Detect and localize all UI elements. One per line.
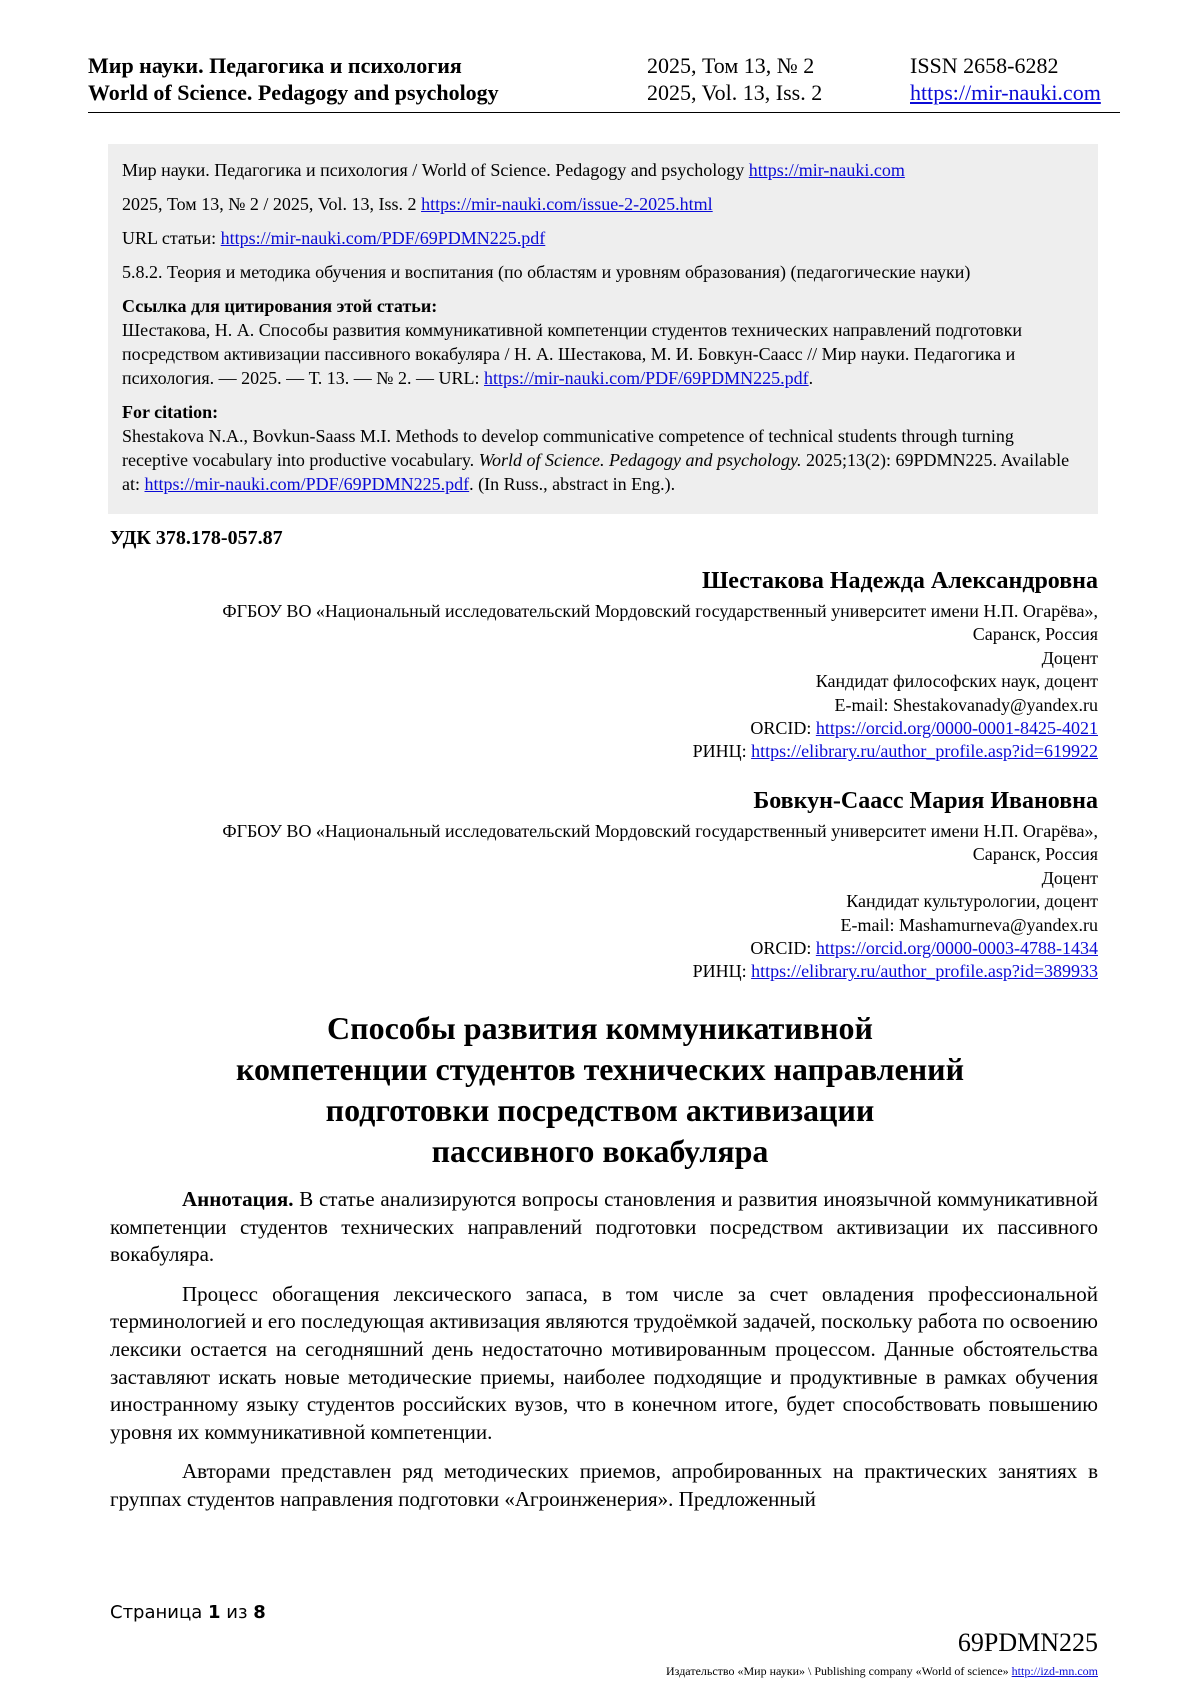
rinc-link[interactable]: https://elibrary.ru/author_profile.asp?id=619922 [751, 741, 1098, 762]
author-degree: Кандидат культурологии, доцент [846, 891, 1098, 912]
citation-en-text1: Shestakova N.A., Bovkun-Saass M.I. Methods to develop communicative competence of technical students through turning receptive vocabulary into productive vocabulary. [122, 426, 1014, 470]
author-affiliation: ФГБОУ ВО «Национальный исследовательский Мордовский государственный университет имени Н.П. Огарёва», [222, 601, 1098, 621]
citation-ru [122, 294, 1084, 390]
journal-title-en: World of Science. Pedagogy and psychology [88, 80, 499, 105]
issue-en: 2025, Vol. 13, Iss. 2 [647, 80, 823, 105]
abstract-p1-text: В статье анализируются вопросы становления и развития иноязычной коммуникативной компетенции студентов технических направлений подготовки посредством активизации их пассивного вокабуляра. [110, 1187, 1099, 1267]
abstract-paragraph-1 [110, 1186, 1098, 1269]
article-code: 69PDMN225 [957, 1628, 1098, 1657]
author-city: Саранск, Россия [972, 624, 1098, 645]
author-email: E-mail: Mashamurneva@yandex.ru [840, 914, 1098, 935]
citation-ru-end: . [808, 368, 814, 388]
author-orcid [98, 937, 1098, 960]
journal-header [88, 52, 1120, 113]
info-article-url-line [122, 226, 1084, 250]
header-issn-site [910, 52, 1101, 106]
citation-en [122, 400, 1084, 496]
page-of: из [226, 1602, 248, 1623]
info-journal-link[interactable]: https://mir-nauki.com [748, 160, 905, 180]
page-total: 8 [253, 1602, 266, 1623]
page-number [110, 1602, 266, 1623]
author-block-1 [98, 566, 1098, 764]
info-specialty: 5.8.2. Теория и методика обучения и воспитания (по областям и уровням образования) (педагогические науки) [122, 262, 971, 282]
info-journal-line [122, 158, 1084, 182]
author-rinc [98, 960, 1098, 983]
abstract-paragraph-2: Процесс обогащения лексического запаса, в том числе за счет овладения профессиональной терминологией и его последующая активизация являются трудоёмкой задачей, поскольку работа по освоению лексики остается на сегодняшний день недостаточно мотивированным процессом. Данные обстоятельства заставляют искать новые методические приемы, наиболее подходящие и продуктивные в рамках обучения иностранному языку студентов российских вузов, что в конечном итоге, будет способствовать повышению уровня их коммуникативной компетенции. [110, 1281, 1098, 1444]
abstract-paragraph-3: Авторами представлен ряд методических приемов, апробированных на практических занятиях в группах студентов направления подготовки «Агроинженерия». Предложенный [110, 1459, 1098, 1511]
journal-site-link[interactable]: https://mir-nauki.com [910, 80, 1101, 105]
author-rinc [98, 740, 1098, 763]
citation-en-end: . (In Russ., abstract in Eng.). [469, 474, 676, 494]
title-line-4: пассивного вокабуляра [431, 1133, 769, 1169]
citation-ru-text: Шестакова, Н. А. Способы развития коммуникативной компетенции студентов технических направлений подготовки посредством активизации пассивного вокабуляра / Н. А. Шестакова, М. И. Бовкун-Саасс // Мир науки. Педагогика и психология. — 2025. — Т. 13. — № 2. — URL: [122, 320, 1023, 388]
author-block-2 [98, 786, 1098, 984]
publisher-line [666, 1664, 1098, 1679]
citation-en-heading: For citation: [122, 402, 219, 422]
author-position: Доцент [1041, 867, 1098, 888]
title-line-2: компетенции студентов технических направлений [235, 1051, 965, 1087]
orcid-label: ORCID: [750, 718, 812, 739]
orcid-link[interactable]: https://orcid.org/0000-0003-4788-1434 [815, 938, 1098, 959]
publisher-text: Издательство «Мир науки» \ Publishing company «World of science» [666, 1664, 1009, 1678]
header-issue [647, 52, 822, 106]
author-orcid [98, 717, 1098, 740]
article-title [140, 1008, 1060, 1172]
author-name: Бовкун-Саасс Мария Ивановна [753, 788, 1098, 814]
author-position: Доцент [1041, 647, 1098, 668]
journal-title-ru: Мир науки. Педагогика и психология [88, 53, 462, 78]
header-journal-names [88, 52, 499, 106]
article-url-label: URL статьи: [122, 228, 217, 248]
title-line-1: Способы развития коммуникативной [327, 1010, 873, 1046]
page-current: 1 [208, 1602, 221, 1623]
orcid-link[interactable]: https://orcid.org/0000-0001-8425-4021 [815, 718, 1098, 739]
author-degree: Кандидат философских наук, доцент [815, 671, 1098, 692]
udk-code: УДК 378.178-057.87 [110, 527, 283, 549]
author-email: E-mail: Shestakovanady@yandex.ru [834, 694, 1098, 715]
rinc-label: РИНЦ: [692, 961, 747, 982]
citation-en-link[interactable]: https://mir-nauki.com/PDF/69PDMN225.pdf [144, 474, 470, 494]
author-city: Саранск, Россия [972, 844, 1098, 865]
title-line-3: подготовки посредством активизации [325, 1092, 875, 1128]
author-affiliation: ФГБОУ ВО «Национальный исследовательский Мордовский государственный университет имени Н.П. Огарёва», [222, 821, 1098, 841]
info-issue-link[interactable]: https://mir-nauki.com/issue-2-2025.html [421, 194, 713, 214]
publisher-link[interactable]: http://izd-mn.com [1011, 1664, 1098, 1678]
citation-en-journal: World of Science. Pedagogy and psychology. [478, 450, 802, 470]
author-name: Шестакова Надежда Александровна [701, 568, 1098, 594]
abstract-label: Аннотация. [182, 1187, 294, 1211]
info-issue-text: 2025, Том 13, № 2 / 2025, Vol. 13, Iss. 2 [122, 194, 417, 214]
rinc-link[interactable]: https://elibrary.ru/author_profile.asp?id=389933 [751, 961, 1098, 982]
article-url-link[interactable]: https://mir-nauki.com/PDF/69PDMN225.pdf [220, 228, 546, 248]
citation-ru-heading: Ссылка для цитирования этой статьи: [122, 296, 438, 316]
info-issue-line [122, 192, 1084, 216]
abstract-body [110, 1186, 1098, 1526]
citation-ru-link[interactable]: https://mir-nauki.com/PDF/69PDMN225.pdf [483, 368, 809, 388]
info-journal-text: Мир науки. Педагогика и психология / World of Science. Pedagogy and psychology [122, 160, 745, 180]
page-prefix: Страница [110, 1602, 203, 1623]
issue-ru: 2025, Том 13, № 2 [647, 53, 815, 78]
citation-info-box [108, 144, 1098, 514]
orcid-label: ORCID: [750, 938, 812, 959]
rinc-label: РИНЦ: [692, 741, 747, 762]
issn: ISSN 2658-6282 [910, 53, 1059, 78]
citation-en-text2: 2025;13(2): 69PDMN225. Available at: [122, 450, 1070, 494]
